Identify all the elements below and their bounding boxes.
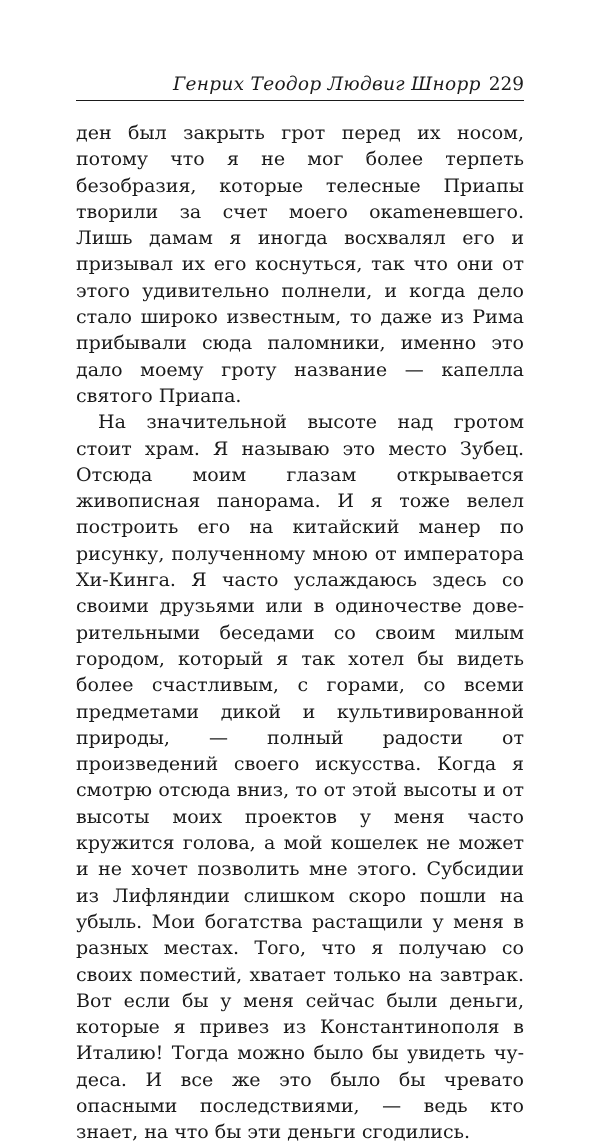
- page-number: 229: [488, 74, 524, 95]
- body-text: [76, 120, 524, 1146]
- paragraph: ден был закрыть грот перед их носом, потому что я не мог более терпеть безобразия, которые телесные Приапы творили за счет моего окаmеневшего. Лишь дамам я иногда восхвалял его и призывал их его коснуться, так что они от этого удивительно полнели, и когда дело стало широко известным, то даже из Рима прибывали сюда паломники, именно это дало моему гроту название — капелла святого Приапа.: [76, 122, 524, 407]
- running-head-title: Генрих Теодор Людвиг Шнорр: [173, 74, 481, 95]
- running-head: [76, 72, 524, 101]
- paragraph: На значительной высоте над гротом стоит храм. Я называю это место Зубец. Отсюда моим глазам открывается живописная панорама. И я тоже велел построить его на китайский манер по рисунку, полученному мною от императора Хи-Кинга. Я часто услаждаюсь здесь со своими друзьями или в одиночестве доверительными беседами со своим милым городом, который я так хотел бы видеть более счастливым, с горами, со всеми предметами дикой и культивированной природы, — полный радости от произведений своего искусства. Когда я смотрю отсюда вниз, то от этой высоты и от высоты моих проектов у меня часто кружится голова, а мой кошелек не может и не хочет позволить мне этого. Субсидии из Лифляндии слишком скоро пошли на убыль. Мои богатства растащили у меня в разных местах. Того, что я получаю со своих поместий, хватает только на завтрак. Вот если бы у меня сейчас были деньги, которые я привез из Константинополя в Италию! Тогда можно было бы увидеть чудеса. И все же это было бы чревато опасными последствиями, — ведь кто знает, на что бы эти деньги сгодились.: [76, 411, 524, 1144]
